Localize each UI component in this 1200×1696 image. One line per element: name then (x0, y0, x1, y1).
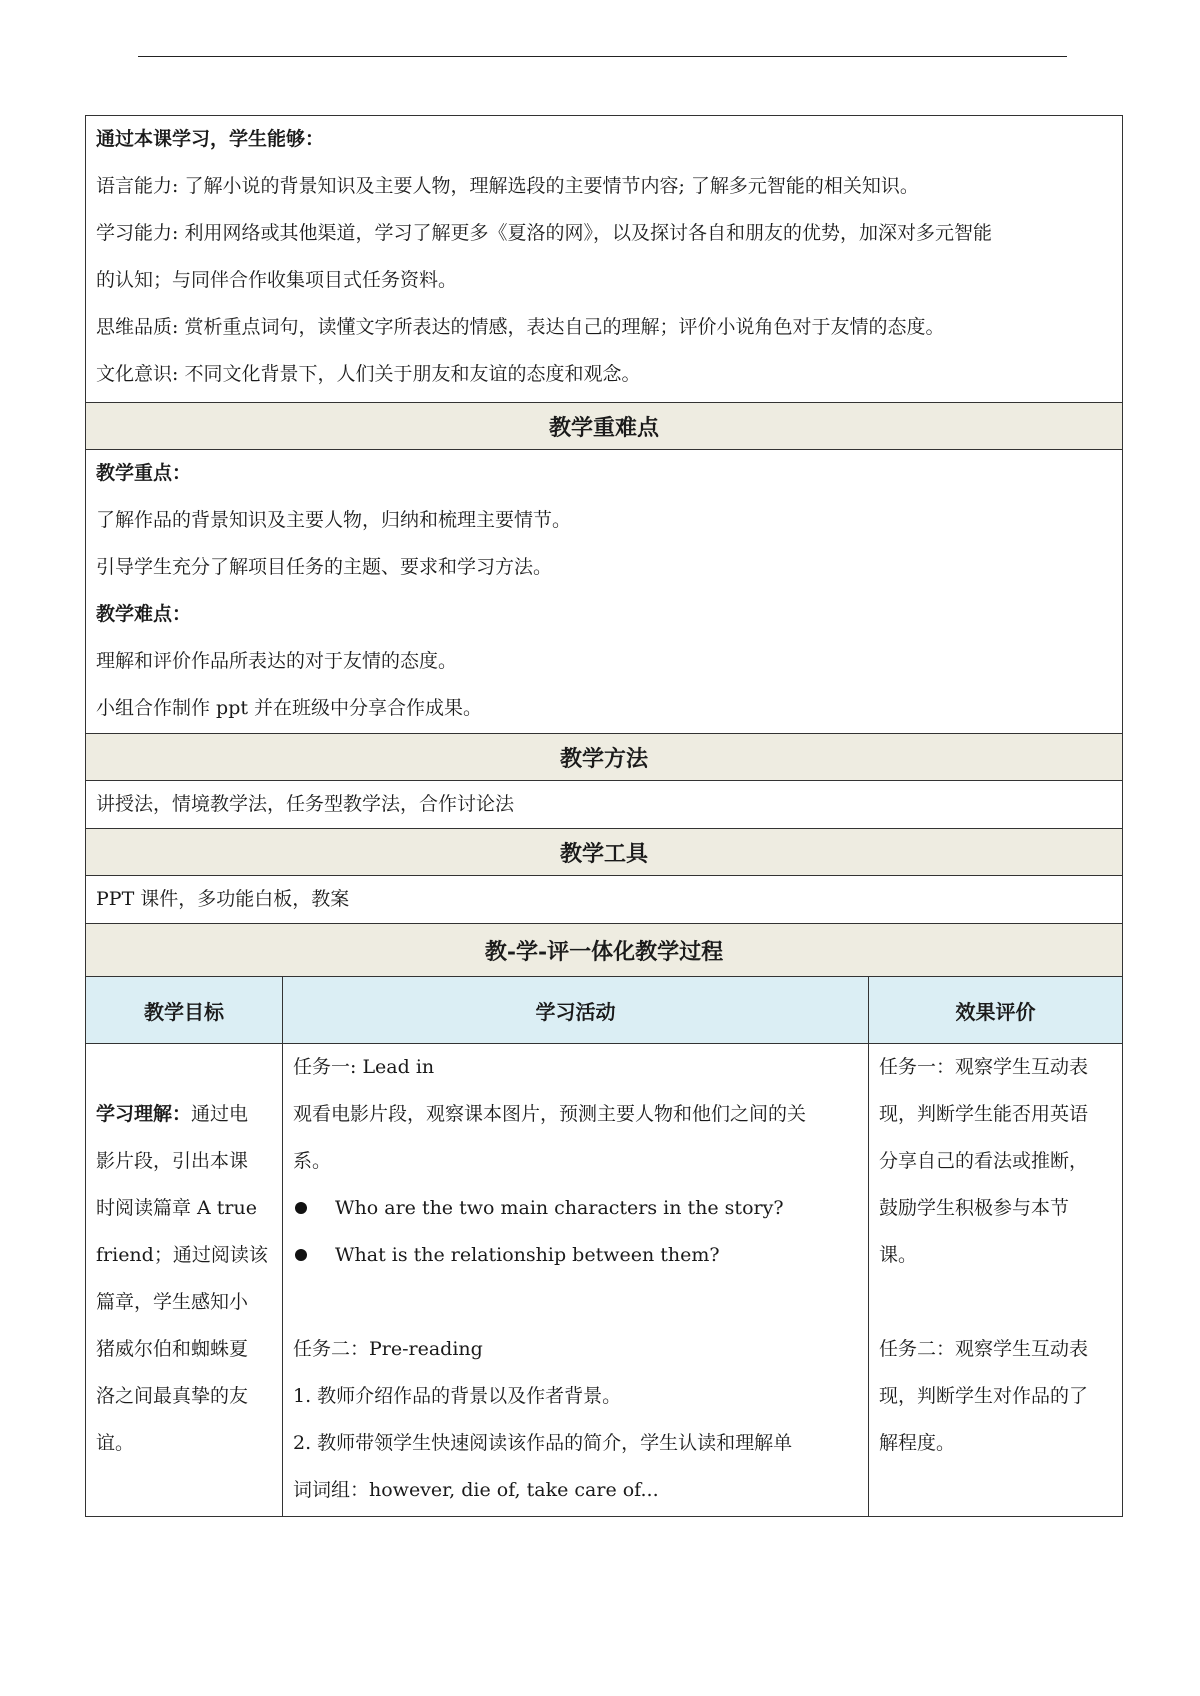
evaluation-cell (869, 1044, 1123, 1517)
task2-title: 任务二：Pre-reading (293, 1338, 483, 1360)
goal-block (86, 1044, 282, 1467)
tools-row (86, 876, 1123, 924)
goal-label: 学习理解： (96, 1103, 192, 1125)
eval1-line: 任务一：观察学生互动表 (879, 1056, 1089, 1078)
objectives-block (86, 116, 1122, 398)
methods-heading-row (86, 734, 1123, 781)
focus-item: 引导学生充分了解项目任务的主题、要求和学习方法。 (96, 556, 553, 578)
task1-desc: 观看电影片段，观察课本图片，预测主要人物和他们之间的关 (293, 1103, 807, 1125)
column-header-evaluation: 效果评价 (869, 977, 1123, 1044)
eval1-line: 分享自己的看法或推断， (879, 1150, 1089, 1172)
methods-text: 讲授法，情境教学法，任务型教学法，合作讨论法 (96, 793, 515, 815)
activity-block (283, 1044, 868, 1514)
evaluation-block (869, 1044, 1122, 1467)
goal-line: 洛之间最真挚的友 (96, 1385, 249, 1407)
goal-line: 学习理解：通过电 (96, 1103, 249, 1125)
objective-language: 语言能力: 了解小说的背景知识及主要人物，理解选段的主要情节内容; 了解多元智能的相关知识。 (96, 175, 919, 197)
eval1-line: 课。 (879, 1244, 918, 1266)
key-points-row (86, 450, 1123, 734)
goal-line: 时阅读篇章 A true (96, 1197, 257, 1219)
objective-culture: 文化意识: 不同文化背景下，人们关于朋友和友谊的态度和观念。 (96, 363, 641, 385)
column-header-goal: 教学目标 (86, 977, 283, 1044)
task2-step-cont: 词词组：however, die of, take care of... (293, 1479, 659, 1501)
difficulty-label: 教学难点： (96, 603, 192, 625)
objective-thinking: 思维品质: 赏析重点词句，读懂文字所表达的情感，表达自己的理解；评价小说角色对于友情的态度。 (96, 316, 945, 338)
task1-desc-cont: 系。 (293, 1150, 332, 1172)
tools-text: PPT 课件，多功能白板，教案 (96, 888, 350, 910)
key-points-heading: 教学重难点 (86, 403, 1123, 450)
task1-question: Who are the two main characters in the story? (293, 1185, 858, 1232)
objective-learning-cont: 的认知；与同伴合作收集项目式任务资料。 (96, 269, 458, 291)
task2-step: 1. 教师介绍作品的背景以及作者背景。 (293, 1385, 622, 1407)
process-heading-row (86, 924, 1123, 977)
difficulty-item: 理解和评价作品所表达的对于友情的态度。 (96, 650, 458, 672)
goal-line: 猪威尔伯和蜘蛛夏 (96, 1338, 249, 1360)
lesson-plan-table (85, 115, 1123, 1517)
key-points-heading-row (86, 403, 1123, 450)
bullet-icon (295, 1202, 307, 1214)
goal-line: 谊。 (96, 1432, 135, 1454)
objectives-row (86, 116, 1123, 403)
objective-learning: 学习能力: 利用网络或其他渠道，学习了解更多《夏洛的网》，以及探讨各自和朋友的优势，加深对多元智能 (96, 222, 992, 244)
tools-heading-row (86, 829, 1123, 876)
difficulty-item: 小组合作制作 ppt 并在班级中分享合作成果。 (96, 697, 483, 719)
goal-line: friend；通过阅读该 (96, 1244, 268, 1266)
eval2-line: 解程度。 (879, 1432, 956, 1454)
objectives-intro: 通过本课学习，学生能够： (96, 128, 325, 150)
eval1-line: 鼓励学生积极参与本节 (879, 1197, 1070, 1219)
process-column-headers (86, 977, 1123, 1044)
goal-cell (86, 1044, 283, 1517)
column-header-activity: 学习活动 (283, 977, 869, 1044)
goal-line: 影片段，引出本课 (96, 1150, 249, 1172)
focus-label: 教学重点： (96, 462, 192, 484)
task1-question: What is the relationship between them? (293, 1232, 858, 1279)
task1-title: 任务一: Lead in (293, 1056, 435, 1078)
eval2-line: 任务二：观察学生互动表 (879, 1338, 1089, 1360)
process-heading: 教-学-评一体化教学过程 (86, 924, 1123, 977)
key-points-block (86, 450, 1122, 732)
goal-line: 篇章，学生感知小 (96, 1291, 249, 1313)
eval2-line: 现，判断学生对作品的了 (879, 1385, 1089, 1407)
activity-cell (283, 1044, 869, 1517)
header-rule (138, 56, 1067, 57)
bullet-icon (295, 1249, 307, 1261)
eval1-line: 现，判断学生能否用英语 (879, 1103, 1089, 1125)
methods-row (86, 781, 1123, 829)
tools-heading: 教学工具 (86, 829, 1123, 876)
focus-item: 了解作品的背景知识及主要人物，归纳和梳理主要情节。 (96, 509, 572, 531)
process-row (86, 1044, 1123, 1517)
methods-heading: 教学方法 (86, 734, 1123, 781)
task2-step: 2. 教师带领学生快速阅读该作品的简介，学生认读和理解单 (293, 1432, 793, 1454)
